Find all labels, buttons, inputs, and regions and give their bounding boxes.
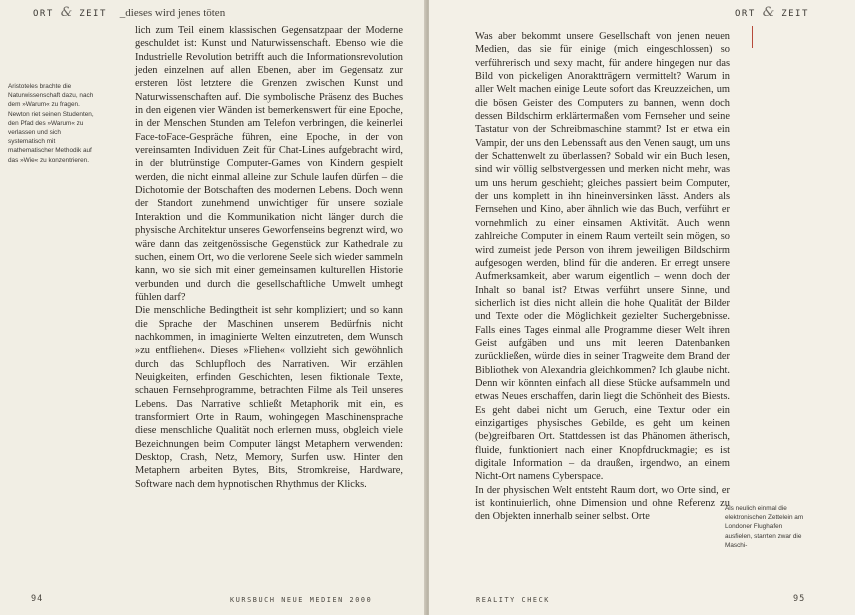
header-ampersand: & [762, 5, 775, 20]
page-number-right: 95 [793, 594, 806, 604]
right-page [429, 0, 855, 615]
page-number-left: 94 [31, 594, 44, 604]
margin-note-left: Aristoteles brachte die Naturwissenschaft dazu, nach dem »Warum« zu fragen. Newton riet seinen Studenten, den Pfad des »Warum« zu verlassen und sich systematisch mit mathematischer Methodik auf das »Wie« zu konzentrieren. [8, 83, 94, 164]
header-zeit: ZEIT [781, 9, 809, 19]
footer-left: KURSBUCH NEUE MEDIEN 2000 [230, 596, 373, 604]
paragraph: In der physischen Welt entsteht Raum dort, wo Orte sind, er ist kontinuierlich, ohne Dimension und ohne Referenz zu den Objekten innerhalb seiner selbst. Orte [475, 484, 730, 523]
header-ort: ORT [33, 9, 54, 19]
footer-right: REALITY CHECK [476, 596, 550, 604]
header-subtitle: _dieses wird jenes töten [119, 7, 226, 19]
running-header-right [735, 5, 809, 20]
paragraph: Die menschliche Bedingtheit ist sehr kompliziert; und so kann die Sprache der Maschinen unserem Bedürfnis nicht nachkommen, in imaginierte Welten einzutreten, dem Wunsch »zu entfliehen«. Dieses »Fliehen« vollzieht sich gewöhnlich durch das Schlupfloch des Narrativen. Wir erzählen Neuigkeiten, erfinden Geschichten, lesen fiktionale Texte, schauen Fernsehprogramme, betrachten Filme als Teil unseres Lebens. Das Narrative schließt Metaphorik mit ein, es transformiert Orte in Raum, wohingegen Maschinensprache diese menschliche Qualität noch erlernen muss, obgleich viele Bezeichnungen beim Computer längst Metaphern verwenden: Desktop, Crash, Netz, Memory, Surfen usw. Hinter den Metaphern arbeiten Bytes, Bits, Stromkreise, Hardware, Software nach dem hypnotischen Rhythmus der Klicks. [135, 305, 403, 490]
body-text-right [475, 30, 730, 524]
body-text-left [135, 24, 403, 491]
left-page [0, 0, 426, 615]
paragraph: Was aber bekommt unsere Gesellschaft von jenen neuen Medien, das sie für einige (mich eingeschlossen) so verführerisch und sexy macht, für andere hingegen nur das Bild von pickeligen Anoraktträgern vermittelt? Warum in aller Welt machen einige Leute sofort das Kreuzzeichen, um die bösen Geister des Computers zu bannen, wenn doch dessen Bildschirm erklärtermaßen vom Fernseher und seine Tastatur von der Schreibmaschine stammt? Ist er etwa ein Vampir, der uns den Lebenssaft aus den Venen saugt, um uns der Schattenwelt zu überlassen? Sobald wir ein Buch lesen, sind wir völlig selbstvergessen und merken nicht mehr, was um uns herum geschieht; gleiches passiert beim Computer, der uns komplett in ihn hineinversinken lässt. Anders als Fernsehen und Kino, aber ähnlich wie das Buch, verführt er vornehmlich zu einer einsamen Aktivität. Auch wenn zahlreiche Computer in einem Raum verteilt sein mögen, so wird zumeist jede Person von ihrem jeweiligen Bildschirm aufgesogen werden, blind für die anderen. Er erregt unsere Aufmerksamkeit, aber warum eigentlich – wenn doch der Inhalt so banal ist? Etwas verführt unsere Sinne, und sicherlich ist dies nicht allein die hohe Qualität der Bilder und Texte oder die Möglichkeit gezielter Suchergebnisse. Falls eines Tages einmal alle Programme dieser Welt ihren Geist aufgäben und uns mit leeren Datenbanken zurückließen, würde dies in seiner Tragweite dem Brand der Bibliothek von Alexandria gleichkommen? Ich glaube nicht. Denn wir könnten einfach all diese Stücke aufsammeln und etwas Neues erschaffen, darin liegt die Schönheit des Biests. Es geht dabei nicht um Geruch, eine Textur oder ein einzigartiges physisches Gebilde, es geht um keinen (be)greifbaren Ort. Stattdessen ist das Phänomen ätherisch, fluide, funktioniert nach einer Knopfdruckmagie; es ist digitale Information – da draußen, irgendwo, an einem Nicht-Ort namens Cyberspace. [475, 31, 730, 483]
header-ort: ORT [735, 9, 756, 19]
margin-mark [752, 26, 753, 48]
paragraph: lich zum Teil einem klassischen Gegensatzpaar der Moderne geschuldet ist: Kunst und Naturwissenschaft. Ebenso wie die Industrielle Revolution betrifft auch die Informationsrevolution jeden einzelnen auf allen Ebenen, aber im Gegensatz zur ersteren löst letztere die Grenzen zwischen Kunst und Naturwissenschaften auf. Die symbolische Präsenz des Buches in den eigenen vier Wänden ist bemerkenswert für eine Epoche, in der Menschen Stunden am Telefon verbringen, die keinerlei Face-toFace-Gespräche führen, eine Epoche, in der von vereinsamten Individuen Zeit für Chat-Lines aufgebracht wird, in der blutrünstige Computer-Games von Kindern gespielt werden, die nicht einmal alleine zur Schule laufen dürfen – die Dichotomie der Botschaften des modernen Lebens. Doch wenn der Standort zunehmend unwichtiger für unsere soziale Interaktion und die Kommunikation nicht länger durch die physische Architektur unseres Geworfenseins begrenzt wird, wo wäre dann das zeitgenössische Gegenstück zur Kathedrale zu suchen, einem Ort, wo die verlorene Seele sich wieder sammeln kann, wo sie sich mit einer gemeinsamen kulturellen Historie verbunden und durch die gesellschaftliche Umwelt umhegt fühlen darf? [135, 25, 403, 303]
margin-note-right: Als neulich einmal die elektronischen Zettelein am Londoner Flughafen ausfielen, starrten zwar die Maschi- [725, 505, 804, 549]
header-zeit: ZEIT [79, 9, 107, 19]
running-header-left [33, 5, 225, 20]
header-ampersand: & [60, 5, 73, 20]
